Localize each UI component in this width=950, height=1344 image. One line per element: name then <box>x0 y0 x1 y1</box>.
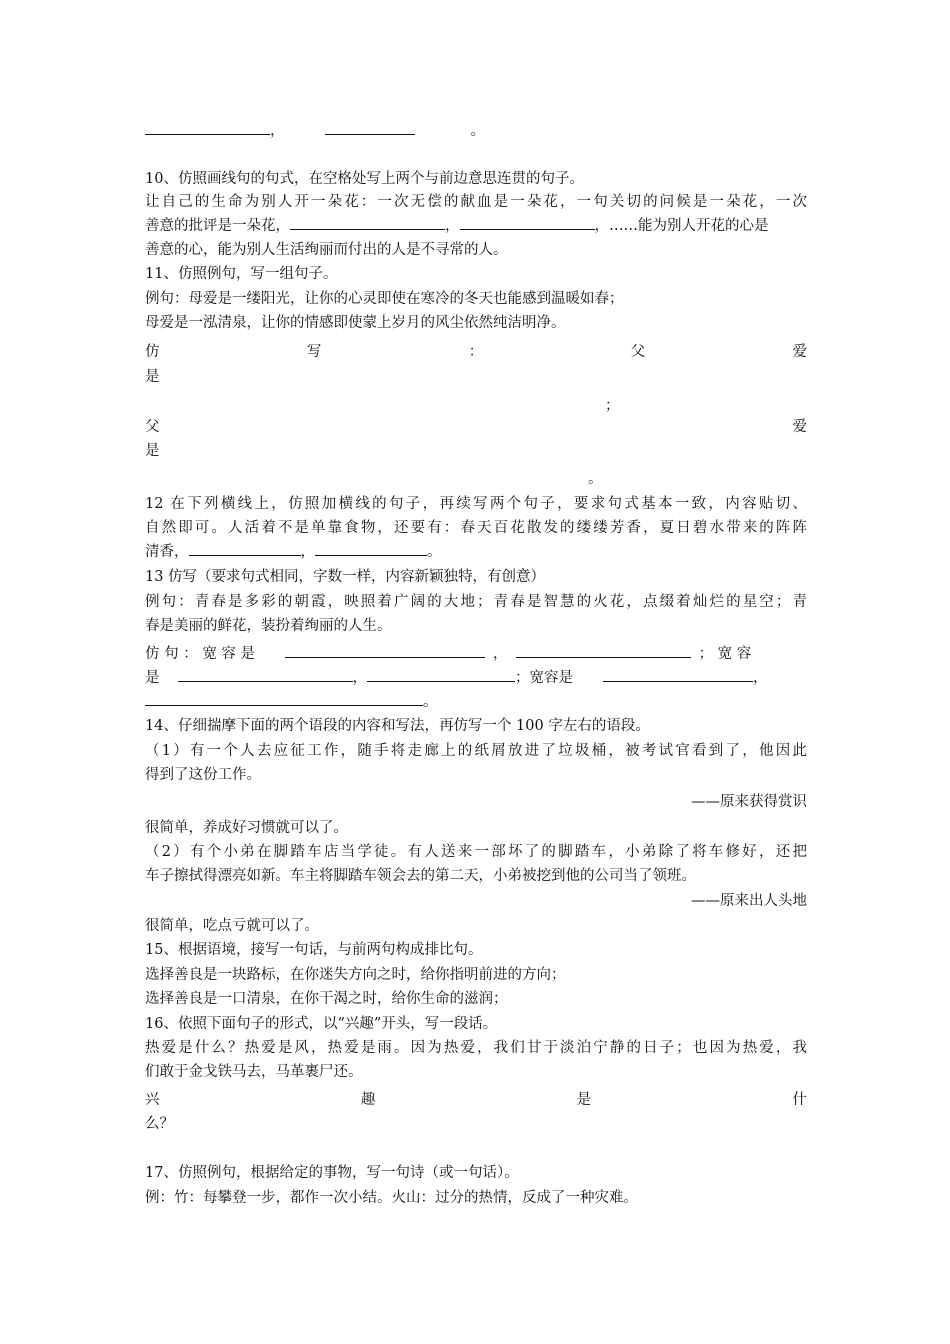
q14-paragraph: 很简单，养成好习惯就可以了。 <box>145 820 348 836</box>
q12-line: 清香， ， 。 <box>145 541 807 563</box>
q14-attribution: ——原来获得赏识 <box>691 794 807 810</box>
q11-imitate-line: 仿 写 ： 父 爱 <box>145 344 807 360</box>
q11-example: 母爱是一泓清泉，让你的情感即使蒙上岁月的风尘依然纯洁明净。 <box>145 315 566 331</box>
q16-line: 兴 趣 是 什 <box>145 1092 807 1108</box>
blank[interactable] <box>367 667 515 682</box>
blank[interactable] <box>285 643 485 658</box>
q17-line: 例：竹：每攀登一步，都作一次小结。火山：过分的热情，反成了一种灾难。 <box>145 1190 638 1206</box>
q11-title: 11、仿照例句，写一组句子。 <box>145 266 338 282</box>
q14-attribution: ——原来出人头地 <box>691 893 807 909</box>
q11-period: 。 <box>588 471 603 487</box>
q14-paragraph: （1）有一个人去应征工作，随手将走廊上的纸屑放进了垃圾桶，被考试官看到了，他因此 <box>145 743 807 759</box>
blank[interactable] <box>603 667 753 682</box>
q12-line: 自然即可。人活着不是单靠食物，还要有：春天百花散发的缕缕芳香，夏日碧水带来的阵阵 <box>145 520 807 536</box>
blank[interactable] <box>460 215 595 230</box>
q13-line: 是 ， ；宽容是 ， <box>145 667 807 689</box>
q11-line: 父 爱 <box>145 419 807 435</box>
blank[interactable] <box>325 120 415 135</box>
q14-paragraph: （2）有个小弟在脚踏车店当学徒。有人送来一部坏了的脚踏车，小弟除了将车修好，还把 <box>145 844 807 860</box>
q10-line: 善意的批评是一朵花， ， ，……能为别人开花的心是 <box>145 215 807 237</box>
q13-example: 例句：青春是多彩的朝霞，映照着广阔的大地；青春是智慧的火花，点缀着灿烂的星空；青 <box>145 594 807 610</box>
q14-paragraph: 车子擦拭得漂亮如新。车主将脚踏车领会去的第二天，小弟被挖到他的公司当了领班。 <box>145 868 696 884</box>
q10-line: 善意的心，能为别人生活绚丽而付出的人是不寻常的人。 <box>145 242 508 258</box>
q11-line: 是 <box>145 369 160 385</box>
q13-example: 春是美丽的鲜花，装扮着绚丽的人生。 <box>145 618 392 634</box>
blank[interactable] <box>315 541 427 556</box>
blank[interactable] <box>178 667 353 682</box>
blank[interactable] <box>145 120 270 135</box>
q14-paragraph: 很简单，吃点亏就可以了。 <box>145 918 319 934</box>
q11-semicolon: ； <box>605 398 620 414</box>
q13-line: 。 <box>145 691 807 713</box>
q12-title: 12 在下列横线上，仿照加横线的句子，再续写两个句子，要求句式基本一致，内容贴切、 <box>145 496 807 512</box>
q11-line: 是 <box>145 443 160 459</box>
q17-title: 17、仿照例句，根据给定的事物，写一句诗（或一句话）。 <box>145 1165 519 1181</box>
blank[interactable] <box>145 691 423 706</box>
q16-title: 16、依照下面句子的形式，以“兴趣”开头，写一段话。 <box>145 1016 498 1032</box>
blank[interactable] <box>516 643 691 658</box>
blank[interactable] <box>290 215 445 230</box>
q13-line: 仿 句 ： 宽 容 是 ， ； 宽 容 <box>145 643 807 665</box>
q16-line: 们敢于金戈铁马去，马革裹尸还。 <box>145 1064 363 1080</box>
q15-line: 选择善良是一口清泉，在你干渴之时，给你生命的滋润； <box>145 991 508 1007</box>
q14-title: 14、仔细揣摩下面的两个语段的内容和写法，再仿写一个 100 字左右的语段。 <box>145 718 650 734</box>
q10-line: 让自己的生命为别人开一朵花：一次无偿的献血是一朵花，一句关切的问候是一朵花，一次 <box>145 194 807 210</box>
q14-paragraph: 得到了这份工作。 <box>145 767 261 783</box>
blank[interactable] <box>189 541 301 556</box>
q16-line: 么？ <box>145 1116 174 1132</box>
answer-line-top: ， 。 <box>145 120 807 142</box>
q13-title: 13 仿写（要求句式相同，字数一样，内容新颖独特，有创意） <box>145 569 546 585</box>
q15-line: 选择善良是一块路标，在你迷失方向之时，给你指明前进的方向； <box>145 967 566 983</box>
q16-line: 热爱是什么？热爱是风，热爱是雨。因为热爱，我们甘于淡泊宁静的日子；也因为热爱，我 <box>145 1040 807 1056</box>
q10-title: 10、仿照画线句的句式，在空格处写上两个与前边意思连贯的句子。 <box>145 171 584 187</box>
q15-title: 15、根据语境，接写一句话，与前两句构成排比句。 <box>145 942 483 958</box>
q11-example: 例句：母爱是一缕阳光，让你的心灵即使在寒冷的冬天也能感到温暖如春； <box>145 291 624 307</box>
